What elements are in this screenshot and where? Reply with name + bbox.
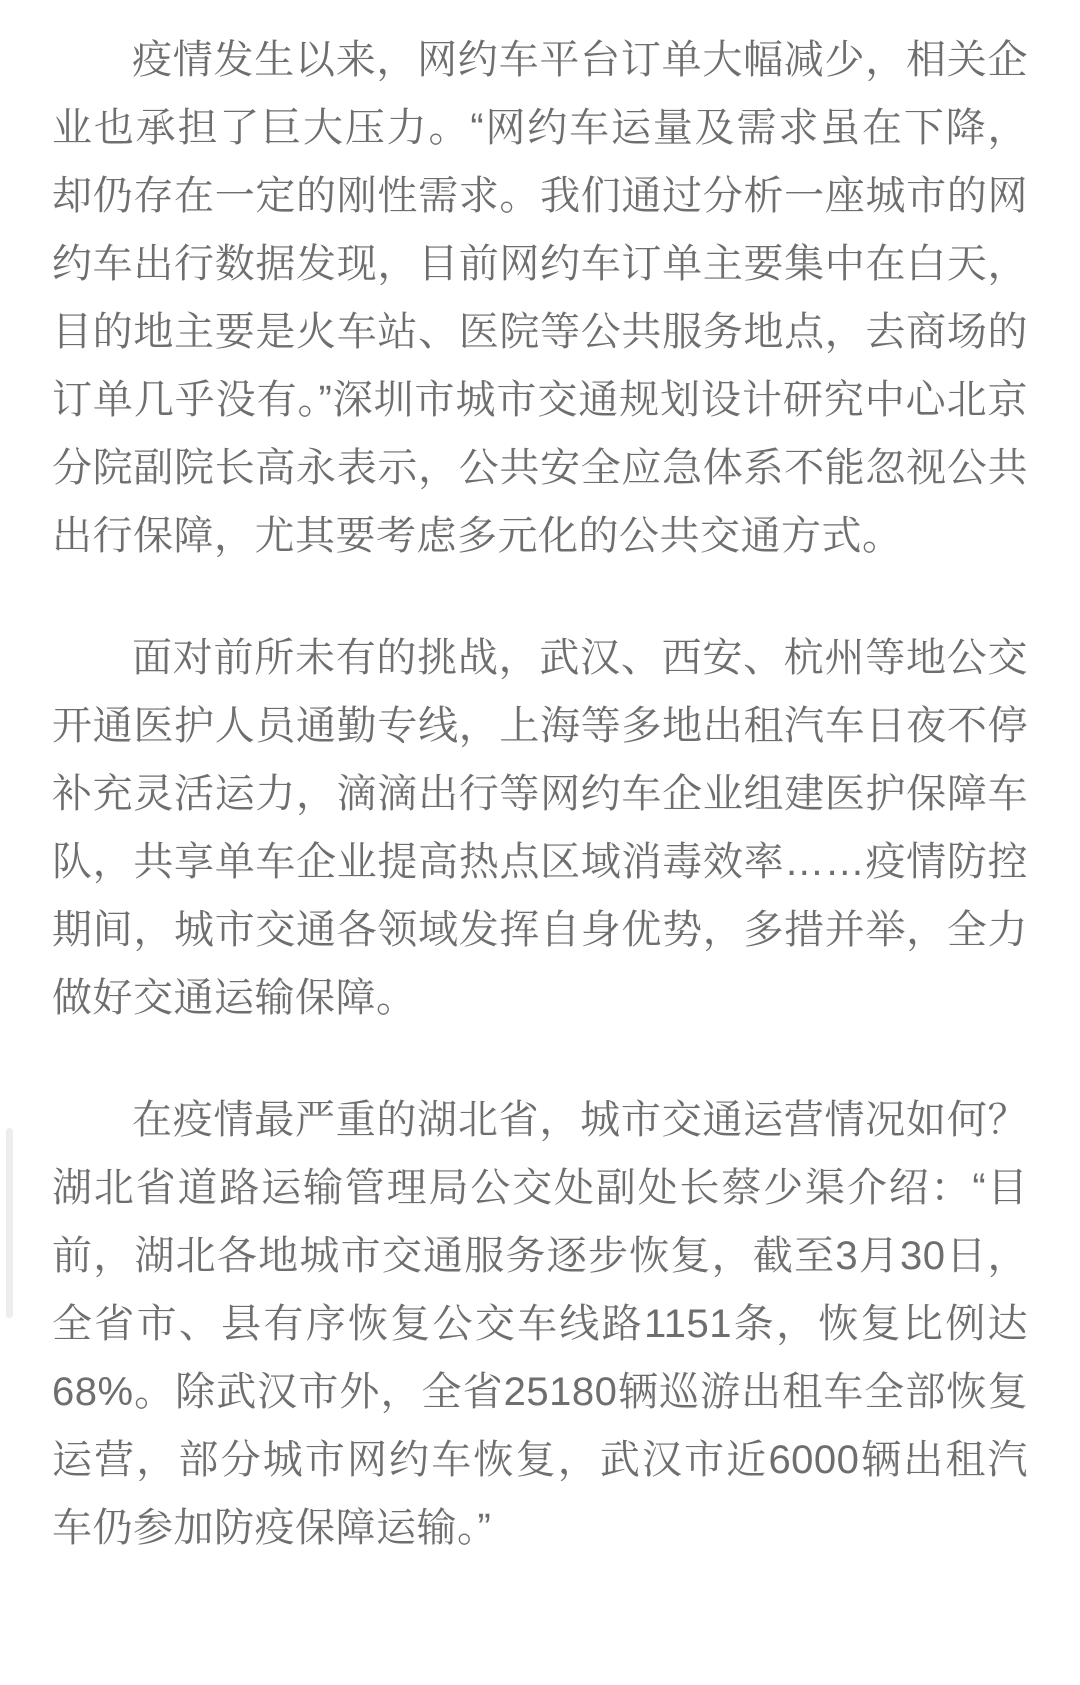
paragraph-3: 在疫情最严重的湖北省，城市交通运营情况如何？湖北省道路运输管理局公交处副处长蔡少渠介绍：“目前，湖北各地城市交通服务逐步恢复，截至3月30日，全省市、县有序恢复公交车线路1151条，恢复比例达68%。除武汉市外，全省25180辆巡游出租车全部恢复运营，部分城市网约车恢复，武汉市近6000辆出租汽车仍参加防疫保障运输。” [52,1098,1028,1550]
paragraph-2: 面对前所未有的挑战，武汉、西安、杭州等地公交开通医护人员通勤专线，上海等多地出租汽车日夜不停补充灵活运力，滴滴出行等网约车企业组建医护保障车队，共享单车企业提高热点区域消毒效率……疫情防控期间，城市交通各领域发挥自身优势，多措并举，全力做好交通运输保障。 [52,636,1028,1020]
scrollbar-thumb[interactable] [6,1128,13,1318]
paragraph-1: 疫情发生以来，网约车平台订单大幅减少，相关企业也承担了巨大压力。“网约车运量及需求虽在下降，却仍存在一定的刚性需求。我们通过分析一座城市的网约车出行数据发现，目前网约车订单主要集中在白天，目的地主要是火车站、医院等公共服务地点，去商场的订单几乎没有。”深圳市城市交通规划设计研究中心北京分院副院长高永表示，公共安全应急体系不能忽视公共出行保障，尤其要考虑多元化的公共交通方式。 [52,38,1028,558]
